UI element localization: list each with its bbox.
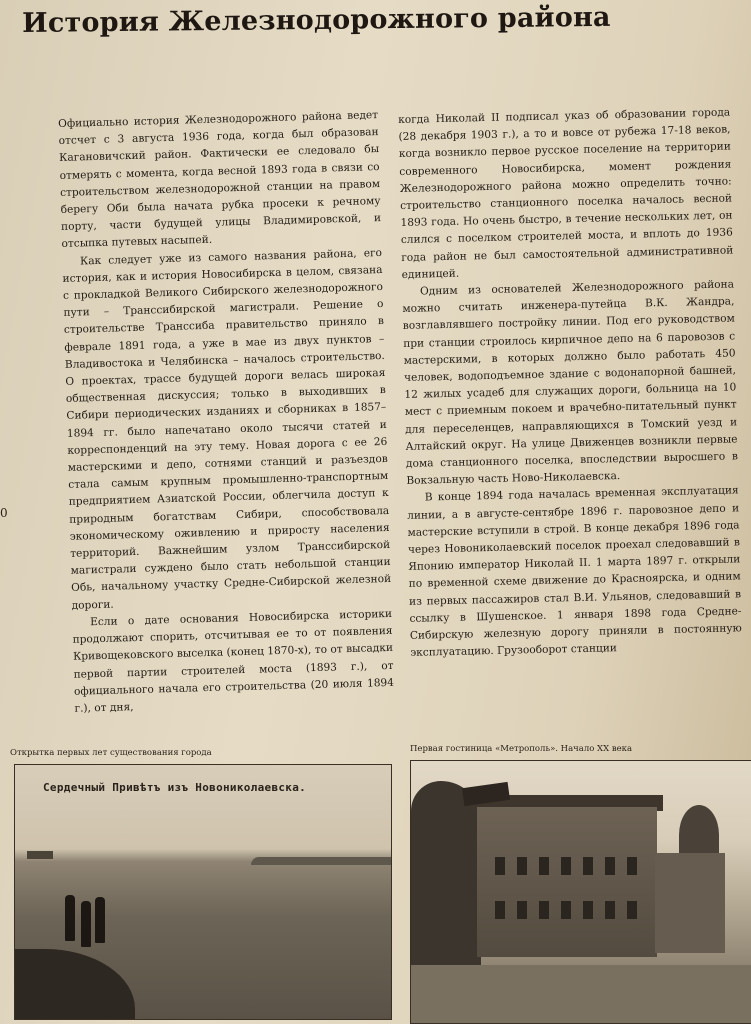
window — [517, 901, 527, 919]
window — [627, 901, 637, 919]
window — [605, 901, 615, 919]
window — [495, 901, 505, 919]
page-number: 0 — [0, 506, 8, 520]
window — [495, 857, 505, 875]
window — [561, 857, 571, 875]
hotel-photo — [410, 760, 751, 1024]
window — [583, 901, 593, 919]
boat — [27, 851, 53, 859]
photo-caption-left: Открытка первых лет существования города — [10, 748, 212, 758]
window — [561, 901, 571, 919]
far-shore — [251, 857, 391, 865]
window — [539, 857, 549, 875]
window — [517, 857, 527, 875]
text-column-left — [58, 107, 395, 718]
window — [627, 857, 637, 875]
building-wing — [655, 853, 725, 953]
paragraph: когда Николай II подписал указ об образовании города (28 декабря 1903 г.), а то и вовсе от рубежа 17-18 веков, когда возникло первое русское поселение на территории современного Новосибирска, момент рождения Железнодорожного района можно определить точно: строительство станционного поселка началось весной 1893 года. Но очень быстро, в течение нескольких лет, он слился с поселком строителей моста, и вплоть до 1936 года район не был самостоятельной административной единицей. — [398, 106, 734, 281]
postcard-inscription: Сердечный Привѣтъ изъ Новониколаевска. — [43, 781, 307, 794]
tree — [411, 781, 481, 981]
paragraph: Официально история Железнодорожного района ведет отсчет с 3 августа 1936 года, когда был образован Кагановичский район. Фактически ее следовало бы отмерять с момента, когда весной 1893 года в связи со строительством железнодорожной станции на правом берегу Оби была начата рубка просеки к речному порту, части будущей улицы Владимировской, и отсыпка путевых насыпей. — [58, 109, 382, 251]
paragraph: Как следует уже из самого названия района, его история, как и история Новосибирска в целом, связана с прокладкой Великого Сибирского железнодорожного пути – Транссибирской магистрали. Решение о строительстве Транссиба правительство приняло в феврале 1891 года, а уже в мае из двух пунктов – Владивостока и Челябинска – началось строительство. О проектах, трассе будущей дороги велась широкая общественная дискуссия; только в выходивших в Сибири периодических изданиях и сборниках в 1857–1894 гг. было напечатано около тысячи статей и корреспонденций на эту тему. Новая дорога с ее 26 мастерскими и депо, сотнями станций и разъездов стала самым крупным промышленно-транспортным предприятием Азиатской России, облегчила доступ к природным богатствам Сибири, способствовала экономическому оживлению и приросту населения территорий. Важнейшим узлом Транссибирской магистрали суждено было стать небольшой станции Обь, начальному участку Средне-Сибирской железной дороги. — [62, 246, 392, 612]
photo-caption-right: Первая гостиница «Метрополь». Начало XX века — [410, 744, 633, 754]
window — [539, 901, 549, 919]
hotel-building — [477, 807, 657, 957]
paragraph: Одним из основателей Железнодорожного района можно считать инженера-путейца В.К. Жандра, возглавлявшего постройку линии. Под его руководством при станции строилось кирпичное депо на 6 паровозов с мастерскими, в которых должно было работать 450 человек, водоподъемное здание с водонапорной башней, 12 жилых усадеб для служащих дороги, больница на 10 мест с приемным покоем и врачебно-питательный пункт для переселенцев, направляющихся в Томский уезд и Алтайский округ. На улице Движенцев возникли первые дома станционного поселка, впоследствии выросшего в Вокзальную часть Ново-Николаевска. — [402, 278, 739, 488]
person-figure — [65, 895, 75, 941]
river-bank — [15, 949, 135, 1019]
street — [411, 965, 751, 1023]
page-title: История Железнодорожного района — [22, 1, 611, 39]
text-column-right — [398, 104, 742, 662]
window — [583, 857, 593, 875]
person-figure — [81, 901, 91, 947]
postcard-photo — [14, 764, 392, 1020]
paragraph: В конце 1894 года началась временная эксплуатация линии, а в августе-сентябре 1896 г. паровозное депо и мастерские вступили в строй. В конце декабря 1896 года через Новониколаевский поселок проехал следовавший в Японию император Николай II. 1 марта 1897 г. открыли по временной схеме движение до Красноярска, и одним из первых пассажиров стал В.И. Ульянов, следовавший в ссылку в Шушенское. 1 января 1898 года Средне-Сибирскую железную дорогу приняли в постоянную эксплуатацию. Грузооборот станции — [407, 484, 742, 660]
person-figure — [95, 897, 105, 943]
paragraph: Если о дате основания Новосибирска историки продолжают спорить, отсчитывая ее то от появления Кривощековского выселка (конец 1870-х), то от высадки первой партии строителей моста (1893 г.), от официального начала его строительства (20 июля 1894 г.), от дня, — [72, 607, 395, 715]
window — [605, 857, 615, 875]
